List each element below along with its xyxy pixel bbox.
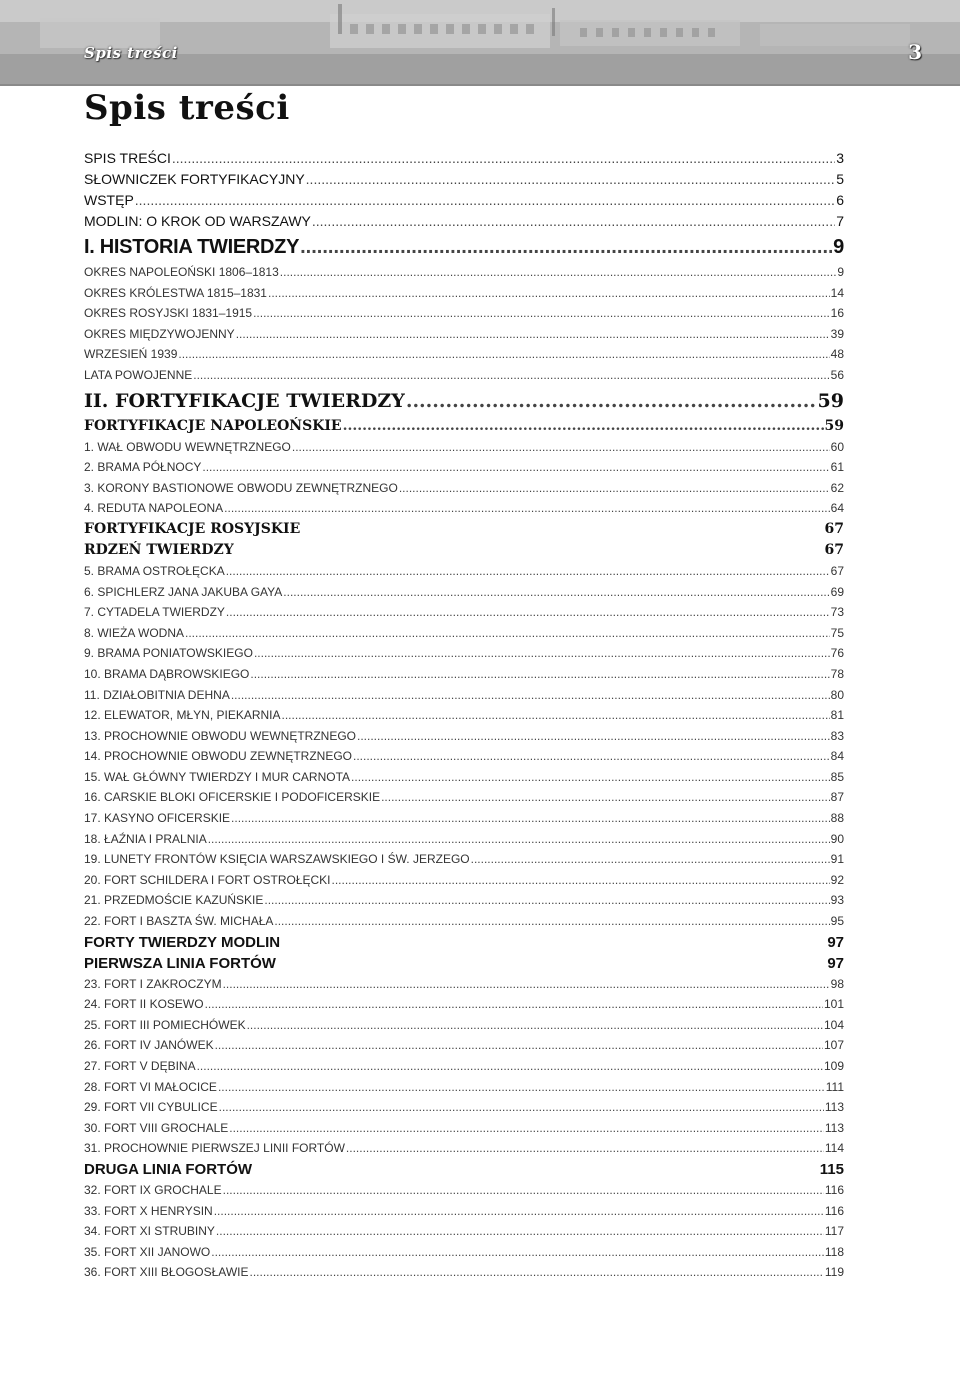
toc-dot-leader — [346, 1138, 824, 1159]
toc-entry — [84, 169, 844, 190]
toc-dot-leader — [250, 664, 829, 685]
toc-entry — [84, 1015, 844, 1036]
toc-dot-leader — [353, 746, 830, 767]
toc-entry-page: 84 — [830, 749, 844, 764]
toc-entry — [84, 953, 844, 974]
toc-dot-leader — [229, 1118, 824, 1139]
toc-entry — [84, 365, 844, 386]
toc-entry-page: 76 — [830, 646, 844, 661]
toc-entry — [84, 283, 844, 304]
toc-entry-page: 114 — [824, 1141, 844, 1156]
toc-entry-title: 13. PROCHOWNIE OBWODU WEWNĘTRZNEGO — [84, 728, 357, 743]
toc-entry-title: 14. PROCHOWNIE OBWODU ZEWNĘTRZNEGO — [84, 749, 353, 764]
toc-entry-title: SPIS TREŚCI — [84, 150, 171, 166]
toc-entry-title: OKRES NAPOLEOŃSKI 1806–1813 — [84, 265, 279, 279]
toc-entry-title: OKRES MIĘDZYWOJENNY — [84, 326, 235, 341]
toc-entry-page: 116 — [824, 1203, 844, 1218]
toc-entry-page: 91 — [830, 852, 844, 867]
toc-entry — [84, 561, 844, 582]
toc-entry — [84, 664, 844, 685]
toc-entry — [84, 416, 844, 437]
toc-entry — [84, 148, 844, 169]
toc-dot-leader — [178, 344, 829, 365]
toc-entry-title: 10. BRAMA DĄBROWSKIEGO — [84, 666, 250, 681]
toc-entry-title: 12. ELEWATOR, MŁYN, PIEKARNIA — [84, 708, 281, 723]
toc-entry-page: 119 — [824, 1265, 844, 1280]
toc-dot-leader — [224, 498, 829, 519]
toc-entry-page: 9 — [837, 265, 844, 279]
toc-entry-page: 88 — [830, 811, 844, 826]
toc-dot-leader — [406, 386, 817, 416]
toc-entry-page: 75 — [830, 625, 844, 640]
page-title: Spis treści — [84, 88, 290, 128]
toc-entry — [84, 643, 844, 664]
toc-entry — [84, 437, 844, 458]
toc-entry-title: 15. WAŁ GŁÓWNY TWIERDZY I MUR CARNOTA — [84, 769, 351, 784]
toc-entry-title: 20. FORT SCHILDERA I FORT OSTROŁĘCKI — [84, 872, 331, 887]
toc-entry-title: SŁOWNICZEK FORTYFIKACYJNY — [84, 171, 305, 187]
toc-entry-title: 24. FORT II KOSEWO — [84, 997, 204, 1012]
toc-entry-page: 62 — [830, 480, 844, 495]
toc-dot-leader — [197, 1056, 823, 1077]
toc-entry-page: 81 — [830, 708, 844, 723]
toc-dot-leader — [254, 643, 830, 664]
toc-entry-page: 83 — [830, 728, 844, 743]
toc-dot-leader — [193, 365, 829, 386]
toc-entry — [84, 1221, 844, 1242]
toc-dot-leader — [211, 1242, 824, 1263]
toc-entry-title: OKRES KRÓLESTWA 1815–1831 — [84, 285, 267, 300]
toc-entry-page: 80 — [830, 687, 844, 702]
toc-entry-title: 32. FORT IX GROCHALE — [84, 1182, 222, 1197]
toc-entry-page: 109 — [823, 1059, 844, 1073]
toc-entry — [84, 324, 844, 345]
toc-entry-title: 34. FORT XI STRUBINY — [84, 1224, 215, 1239]
toc-entry — [84, 1056, 844, 1077]
toc-entry — [84, 808, 844, 829]
toc-entry-page: 64 — [830, 501, 844, 516]
toc-entry — [84, 303, 844, 324]
toc-entry-page: 97 — [827, 954, 844, 972]
toc-entry-page: 93 — [830, 893, 844, 908]
toc-entry-page: 98 — [830, 976, 844, 991]
toc-entry — [84, 767, 844, 788]
toc-entry-page: 113 — [824, 1100, 844, 1115]
toc-entry-page: 9 — [833, 236, 844, 258]
toc-entry-title: 31. PROCHOWNIE PIERWSZEJ LINII FORTÓW — [84, 1141, 345, 1156]
toc-entry-title: 6. SPICHLERZ JANA JAKUBA GAYA — [84, 584, 283, 599]
toc-entry-title: 27. FORT V DĘBINA — [84, 1059, 196, 1073]
toc-entry-page: 107 — [823, 1038, 844, 1053]
toc-entry — [84, 211, 844, 232]
toc-entry-page: 48 — [830, 347, 844, 362]
toc-entry-title: MODLIN: O KROK OD WARSZAWY — [84, 213, 311, 229]
toc-entry — [84, 932, 844, 953]
toc-dot-leader — [135, 190, 835, 211]
toc-dot-leader — [250, 1262, 824, 1283]
toc-dot-leader — [172, 148, 835, 169]
toc-dot-leader — [312, 211, 835, 232]
toc-entry-title: 7. CYTADELA TWIERDZY — [84, 605, 225, 620]
toc-entry-page: 69 — [830, 584, 844, 599]
toc-entry — [84, 602, 844, 623]
toc-entry-title: 2. BRAMA PÓŁNOCY — [84, 460, 202, 475]
toc-entry-title: PIERWSZA LINIA FORTÓW — [84, 954, 276, 972]
toc-entry-page: 113 — [824, 1120, 844, 1135]
toc-entry-page: 5 — [836, 171, 844, 187]
toc-entry — [84, 457, 844, 478]
toc-entry-page: 90 — [830, 831, 844, 846]
toc-entry-page: 67 — [830, 563, 844, 578]
toc-entry-page: 115 — [819, 1160, 844, 1178]
toc-entry-page: 117 — [824, 1224, 844, 1239]
toc-entry — [84, 1077, 844, 1098]
toc-dot-leader — [202, 457, 829, 478]
toc-entry — [84, 344, 844, 365]
toc-dot-leader — [343, 416, 824, 437]
toc-dot-leader — [274, 911, 829, 932]
toc-entry-title: 11. DZIAŁOBITNIA DEHNA — [84, 687, 230, 702]
toc-entry-page: 6 — [836, 192, 844, 208]
toc-dot-leader — [357, 726, 830, 747]
toc-entry-title: 3. KORONY BASTIONOWE OBWODU ZEWNĘTRZNEGO — [84, 480, 398, 495]
toc-entry — [84, 911, 844, 932]
toc-entry — [84, 478, 844, 499]
toc-entry-page: 85 — [830, 769, 844, 784]
toc-entry-title: 33. FORT X HENRYSIN — [84, 1203, 213, 1218]
toc-entry-page: 7 — [836, 213, 844, 229]
toc-dot-leader — [208, 829, 830, 850]
toc-entry-page: 14 — [830, 285, 844, 300]
toc-dot-leader — [300, 232, 832, 262]
toc-dot-leader — [381, 787, 830, 808]
toc-entry-page: 67 — [824, 520, 844, 537]
toc-dot-leader — [216, 1221, 824, 1242]
toc-dot-leader — [292, 437, 830, 458]
toc-entry-title: 4. REDUTA NAPOLEONA — [84, 501, 224, 516]
toc-entry-title: 22. FORT I BASZTA ŚW. MICHAŁA — [84, 914, 274, 929]
toc-entry — [84, 386, 844, 416]
toc-entry-page: 101 — [823, 997, 844, 1012]
toc-entry — [84, 519, 844, 540]
toc-entry — [84, 746, 844, 767]
toc-dot-leader — [231, 685, 830, 706]
toc-dot-leader — [306, 169, 836, 190]
toc-dot-leader — [236, 324, 830, 345]
toc-entry — [84, 190, 844, 211]
toc-entry-title: 21. PRZEDMOŚCIE KAZUŃSKIE — [84, 893, 264, 908]
toc-entry-page: 73 — [830, 605, 844, 620]
banner-photo — [0, 0, 960, 86]
toc-dot-leader — [282, 705, 830, 726]
toc-entry-page: 97 — [827, 933, 844, 951]
toc-entry-page: 95 — [830, 914, 844, 929]
toc-dot-leader — [351, 767, 830, 788]
toc-entry-page: 3 — [836, 150, 844, 166]
toc-entry — [84, 1242, 844, 1263]
toc-entry-page: 59 — [824, 417, 844, 434]
toc-entry — [84, 1201, 844, 1222]
toc-dot-leader — [215, 1035, 823, 1056]
toc-entry — [84, 870, 844, 891]
toc-dot-leader — [223, 1180, 824, 1201]
toc-dot-leader — [280, 262, 837, 283]
toc-dot-leader — [283, 582, 829, 603]
toc-entry-page: 116 — [824, 1182, 844, 1197]
toc-entry-title: WRZESIEŃ 1939 — [84, 347, 178, 362]
toc-entry — [84, 787, 844, 808]
toc-entry-title: I. HISTORIA TWIERDZY — [84, 236, 300, 258]
toc-entry — [84, 623, 844, 644]
toc-entry — [84, 1097, 844, 1118]
toc-entry-title: 18. ŁAŹNIA I PRALNIA — [84, 831, 207, 846]
toc-entry-title: 25. FORT III POMIECHÓWEK — [84, 1017, 246, 1032]
toc-entry — [84, 1118, 844, 1139]
page-number: 3 — [908, 40, 922, 64]
toc-entry-title: DRUGA LINIA FORTÓW — [84, 1160, 253, 1178]
toc-entry — [84, 1138, 844, 1159]
toc-entry — [84, 685, 844, 706]
toc-entry-title: WSTĘP — [84, 192, 134, 208]
toc-entry — [84, 705, 844, 726]
toc-entry — [84, 262, 844, 283]
toc-dot-leader — [218, 1077, 825, 1098]
toc-entry-page: 111 — [825, 1079, 844, 1094]
toc-entry-title: 23. FORT I ZAKROCZYM — [84, 976, 222, 991]
toc-entry-title: 26. FORT IV JANÓWEK — [84, 1038, 214, 1053]
toc-dot-leader — [231, 808, 830, 829]
toc-entry-title: 19. LUNETY FRONTÓW KSIĘCIA WARSZAWSKIEGO I ŚW. JERZEGO — [84, 852, 470, 867]
toc-entry-title: 35. FORT XII JANOWO — [84, 1244, 211, 1259]
toc-entry-title: FORTYFIKACJE NAPOLEOŃSKIE — [84, 417, 342, 434]
toc-dot-leader — [185, 623, 830, 644]
toc-entry-title: 9. BRAMA PONIATOWSKIEGO — [84, 646, 253, 661]
toc-entry — [84, 890, 844, 911]
toc-entry — [84, 582, 844, 603]
toc-entry-page: 87 — [830, 790, 844, 805]
toc-entry-page: 118 — [824, 1244, 844, 1259]
toc-entry-title: 5. BRAMA OSTROŁĘCKA — [84, 563, 225, 578]
toc-entry — [84, 726, 844, 747]
toc-entry-title: FORTYFIKACJE ROSYJSKIE — [84, 520, 301, 537]
toc-entry-page: 60 — [830, 439, 844, 454]
toc-dot-leader — [264, 890, 829, 911]
toc-entry-title: 28. FORT VI MAŁOCICE — [84, 1079, 217, 1094]
running-title: Spis treści — [84, 44, 178, 62]
toc-dot-leader — [399, 478, 830, 499]
toc-entry-title: 16. CARSKIE BLOKI OFICERSKIE I PODOFICERSKIE — [84, 790, 381, 805]
toc-entry-page: 61 — [830, 460, 844, 475]
toc-dot-leader — [223, 974, 830, 995]
toc-entry-page: 92 — [830, 872, 844, 887]
toc-entry-title: 29. FORT VII CYBULICE — [84, 1100, 218, 1115]
toc-entry — [84, 540, 844, 561]
toc-dot-leader — [253, 303, 830, 324]
toc-dot-leader — [205, 994, 823, 1015]
toc-dot-leader — [332, 870, 830, 891]
toc-entry-page: 59 — [817, 389, 844, 412]
toc-entry-title: RDZEŃ TWIERDZY — [84, 541, 234, 558]
toc-dot-leader — [226, 561, 830, 582]
toc-entry-title: 8. WIEŻA WODNA — [84, 625, 185, 640]
toc-entry — [84, 1262, 844, 1283]
toc-entry — [84, 1159, 844, 1180]
toc-entry-page: 56 — [830, 367, 844, 382]
toc-entry-title: FORTY TWIERDZY MODLIN — [84, 933, 281, 951]
toc-entry — [84, 498, 844, 519]
toc-entry-title: OKRES ROSYJSKI 1831–1915 — [84, 306, 253, 321]
header-banner — [0, 0, 960, 86]
toc-entry-page: 104 — [823, 1017, 844, 1032]
toc-entry-title: LATA POWOJENNE — [84, 367, 193, 382]
toc-entry-title: 1. WAŁ OBWODU WEWNĘTRZNEGO — [84, 439, 291, 454]
toc-dot-leader — [471, 849, 830, 870]
toc-entry-page: 39 — [830, 326, 844, 341]
toc-dot-leader — [268, 283, 830, 304]
toc-entry — [84, 232, 844, 262]
toc-dot-leader — [219, 1097, 824, 1118]
toc-entry-page: 16 — [830, 306, 844, 321]
toc-dot-leader — [247, 1015, 823, 1036]
toc-entry-page: 67 — [824, 541, 844, 558]
table-of-contents — [84, 148, 844, 1283]
toc-entry — [84, 974, 844, 995]
toc-entry-title: 30. FORT VIII GROCHALE — [84, 1120, 229, 1135]
toc-entry-page: 78 — [830, 666, 844, 681]
toc-dot-leader — [214, 1201, 824, 1222]
toc-dot-leader — [226, 602, 830, 623]
toc-entry-title: II. FORTYFIKACJE TWIERDZY — [84, 389, 405, 412]
toc-entry — [84, 829, 844, 850]
toc-entry-title: 36. FORT XIII BŁOGOSŁAWIE — [84, 1265, 249, 1280]
toc-entry — [84, 1180, 844, 1201]
toc-entry — [84, 994, 844, 1015]
toc-entry — [84, 1035, 844, 1056]
toc-entry — [84, 849, 844, 870]
toc-entry-title: 17. KASYNO OFICERSKIE — [84, 811, 231, 826]
